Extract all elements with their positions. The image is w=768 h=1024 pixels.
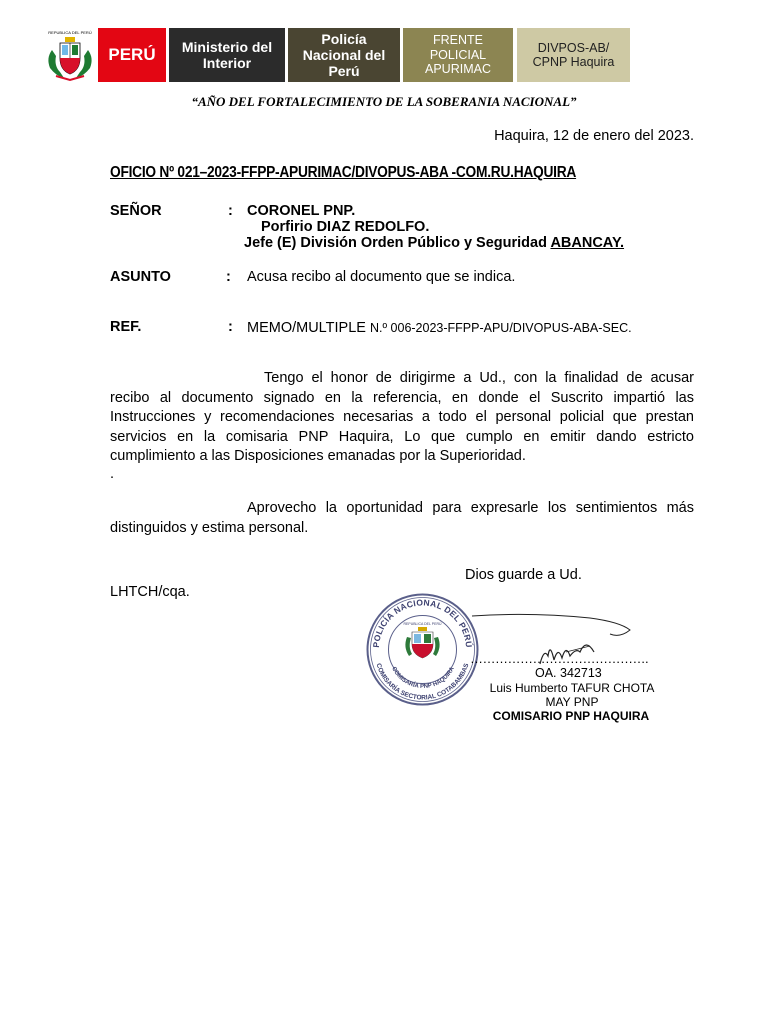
- recipient-place: ABANCAY.: [550, 235, 625, 251]
- peru-coat-of-arms-icon: [44, 28, 96, 84]
- signer-name: Luis Humberto TAFUR CHOTA: [489, 681, 655, 695]
- seal-bottom-text: COMISARÍA SECTORIAL COTABAMBAS: [374, 662, 471, 702]
- year-motto: “AÑO DEL FORTALECIMIENTO DE LA SOBERANIA NACIONAL”: [191, 94, 577, 109]
- initials: LHTCH/cqa.: [110, 584, 190, 600]
- recipient-position-text: Jefe (E) División Orden Público y Seguridad: [244, 235, 547, 251]
- ref-colon: :: [228, 319, 233, 335]
- asunto-label: ASUNTO: [110, 269, 171, 285]
- police-seal-icon: [365, 592, 480, 707]
- document-date: Haquira, 12 de enero del 2023.: [494, 128, 694, 144]
- body-paragraph-2: Aprovecho la oportunidad para expresarle los sentimientos más distinguidos y estima personal.: [110, 500, 694, 536]
- closing-greeting: Dios guarde a Ud.: [465, 567, 582, 583]
- recipient-name: Porfirio DIAZ REDOLFO.: [261, 219, 430, 235]
- svg-text:COMISARÍA SECTORIAL COTABAMBAS: [375, 662, 471, 702]
- signer-title: COMISARIO PNP HAQUIRA: [492, 709, 650, 723]
- seal-inner-text: COMISARÍA PNP HAQUIRA: [390, 666, 456, 691]
- body-dot: .: [110, 466, 115, 482]
- ref-text-a: MEMO/MULTIPLE: [247, 320, 370, 336]
- asunto-colon: :: [226, 269, 231, 285]
- senor-label: SEÑOR: [110, 203, 162, 219]
- signature-oa: OA. 342713: [535, 666, 602, 680]
- seal-top-text: POLICÍA NACIONAL DEL PERÚ: [370, 597, 475, 649]
- recipient-rank: CORONEL PNP.: [247, 203, 356, 219]
- body-paragraph-1: Tengo el honor de dirigirme a Ud., con la finalidad de acusar recibo al documento signado en la referencia, en donde el Suscrito impartió las Instrucciones y recomendaciones necesarias a todo el personal policial que prestan servicios en la comisaria PNP Haquira, Lo que cumplo en emitir dando estricto cumplimiento a las Disposiciones emanadas por la Superioridad.: [110, 370, 694, 464]
- svg-text:REPUBLICA DEL PERÚ: REPUBLICA DEL PERÚ: [48, 30, 92, 35]
- svg-text:COMISARÍA PNP HAQUIRA: [390, 666, 456, 691]
- senor-colon: :: [228, 203, 233, 219]
- signature-line: …………………………………….: [470, 651, 649, 666]
- ref-label: REF.: [110, 319, 142, 335]
- ref-text: [247, 319, 632, 337]
- seal-shield-caption: REPUBLICA DEL PERÚ: [403, 622, 442, 626]
- header-policia-label: Policía Nacional del Perú: [288, 28, 400, 82]
- header-divpos-label: DIVPOS-AB/ CPNP Haquira: [517, 28, 630, 82]
- oficio-number: OFICIO Nº 021–2023-FFPP-APURIMAC/DIVOPUS-ABA -COM.RU.HAQUIRA: [110, 164, 577, 181]
- ref-text-b: N.º 006-2023-FFPP-APU/DIVOPUS-ABA-SEC.: [370, 321, 632, 335]
- signer-rank: MAY PNP: [545, 695, 599, 709]
- header-peru-label: PERÚ: [98, 28, 166, 82]
- recipient-position: [244, 235, 624, 251]
- asunto-text: Acusa recibo al documento que se indica.: [247, 269, 516, 285]
- header-frente-label: FRENTE POLICIAL APURIMAC: [403, 28, 513, 82]
- header-ministerio-label: Ministerio del Interior: [169, 28, 285, 82]
